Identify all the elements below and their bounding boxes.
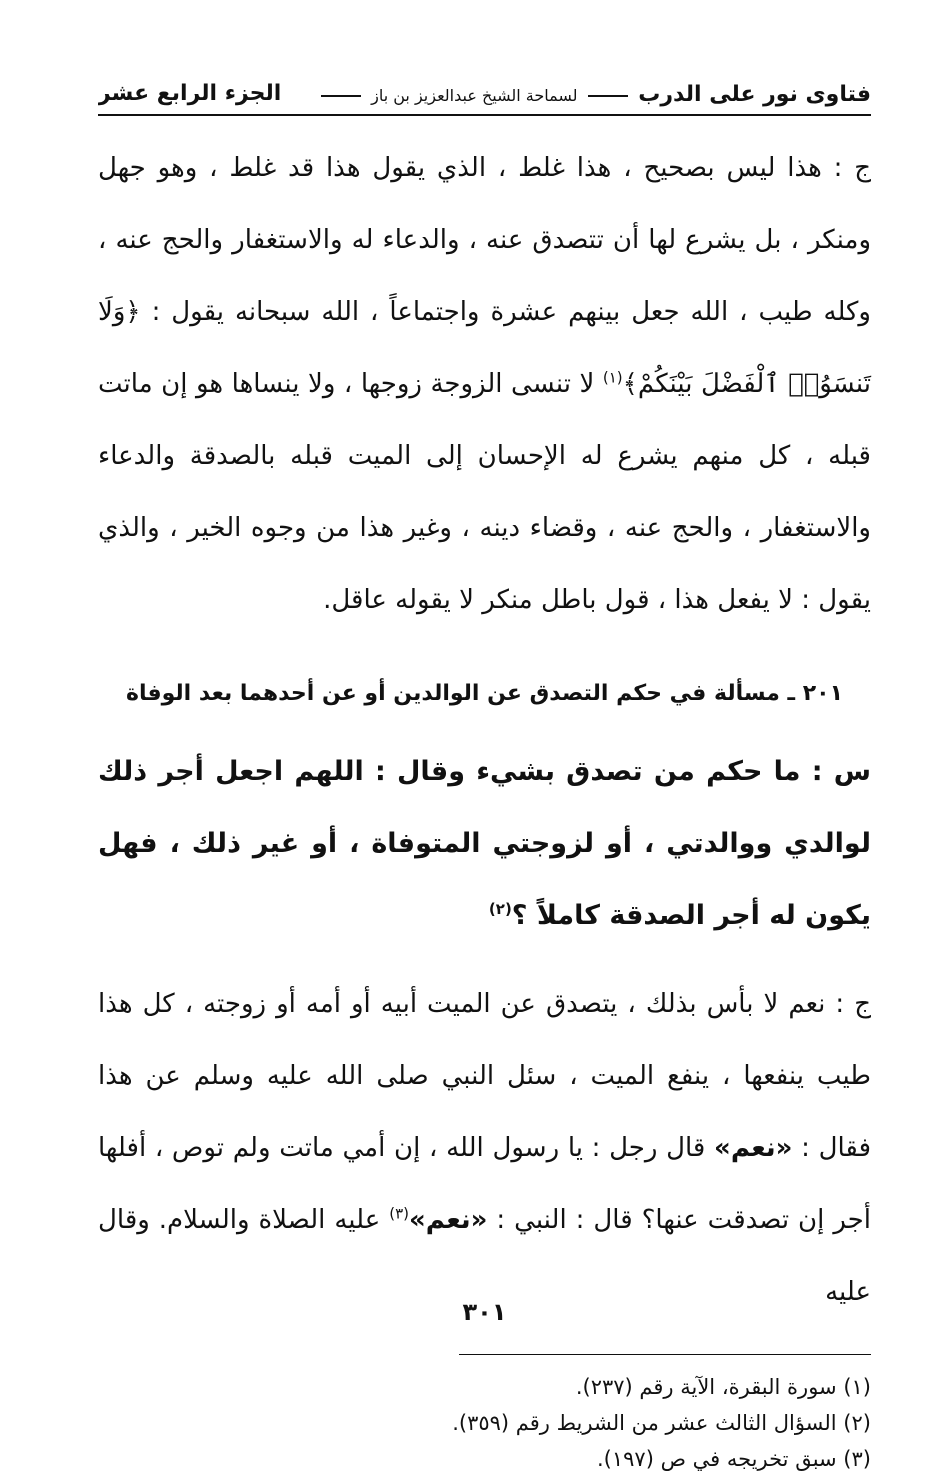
second-answer-paragraph bbox=[98, 968, 871, 1328]
first-answer-text-continued: لا تنسى الزوجة زوجها ، ولا ينساها هو إن ماتت قبله ، كل منهم يشرع له الإحسان إلى الميت قبله بالصدقة والدعاء والاستغفار ، والحج عنه ، وقضاء دينه ، وغير هذا من وجوه الخير ، والذي يقول : لا يفعل هذا ، قول باطل منكر لا يقوله عاقل. bbox=[98, 369, 871, 615]
quran-verse: ﴿وَلَا تَنسَوُا۟ ٱلْفَضْلَ بَيْنَكُمْ﴾ bbox=[98, 297, 871, 399]
footnote-ref-2: (٢) bbox=[488, 900, 512, 918]
footnote-1: (١) سورة البقرة، الآية رقم (٢٣٧). bbox=[575, 1375, 871, 1399]
footnote-ref-1: (١) bbox=[602, 368, 623, 387]
footnote-2: (٢) السؤال الثالث عشر من الشريط رقم (٣٥٩). bbox=[452, 1411, 871, 1435]
footnote-ref-3: (٣) bbox=[389, 1204, 410, 1223]
header-dash bbox=[588, 95, 628, 97]
question-text: س : ما حكم من تصدق بشيء وقال : اللهم اجعل أجر ذلك لوالدي ووالدتي ، أو لزوجتي المتوفاة ، أو غير ذلك ، فهل يكون له أجر الصدقة كاملاً ؟ bbox=[98, 756, 871, 931]
book-title: فتاوى نور على الدرب bbox=[638, 82, 871, 107]
footnotes bbox=[98, 1369, 871, 1477]
section-title: ٢٠١ ـ مسألة في حكم التصدق عن الوالدين أو عن أحدهما بعد الوفاة bbox=[125, 681, 844, 706]
footnote-divider bbox=[459, 1354, 871, 1355]
header-dash bbox=[321, 95, 361, 97]
first-answer-paragraph bbox=[98, 132, 871, 636]
hadith-quote: «نعم» bbox=[714, 1133, 793, 1163]
book-part: الجزء الرابع عشر bbox=[98, 81, 282, 106]
first-answer-text: ج : هذا ليس بصحيح ، هذا غلط ، الذي يقول هذا قد غلط ، وهو جهل ومنكر ، بل يشرع لها أن تتصدق عنه ، والدعاء له والاستغفار والحج عنه ، وكله طيب ، الله جعل بينهم عشرة واجتماعاً ، الله سبحانه يقول : bbox=[98, 153, 871, 327]
second-answer-text-continued: قال رجل : يا رسول الله ، إن أمي ماتت ولم توص ، أفلها أجر إن تصدقت عنها؟ قال : النبي : bbox=[98, 1133, 871, 1235]
second-answer-text-end: عليه الصلاة والسلام. وقال عليه bbox=[98, 1205, 871, 1307]
book-author: لسماحة الشيخ عبدالعزيز بن باز bbox=[371, 86, 578, 105]
page bbox=[98, 74, 871, 1471]
page-number: ٣٠١ bbox=[462, 1298, 507, 1326]
running-header bbox=[98, 74, 871, 116]
hadith-quote: «نعم» bbox=[409, 1205, 488, 1235]
footnote-3: (٣) سبق تخريجه في ص (١٩٧). bbox=[597, 1447, 871, 1471]
second-answer-text: ج : نعم لا بأس بذلك ، يتصدق عن الميت أبيه أو أمه أو زوجته ، كل هذا طيب ينفعها ، ينفع الميت ، سئل النبي صلى الله عليه وسلم عن هذا فقال : bbox=[98, 989, 871, 1163]
question-paragraph bbox=[98, 736, 871, 952]
